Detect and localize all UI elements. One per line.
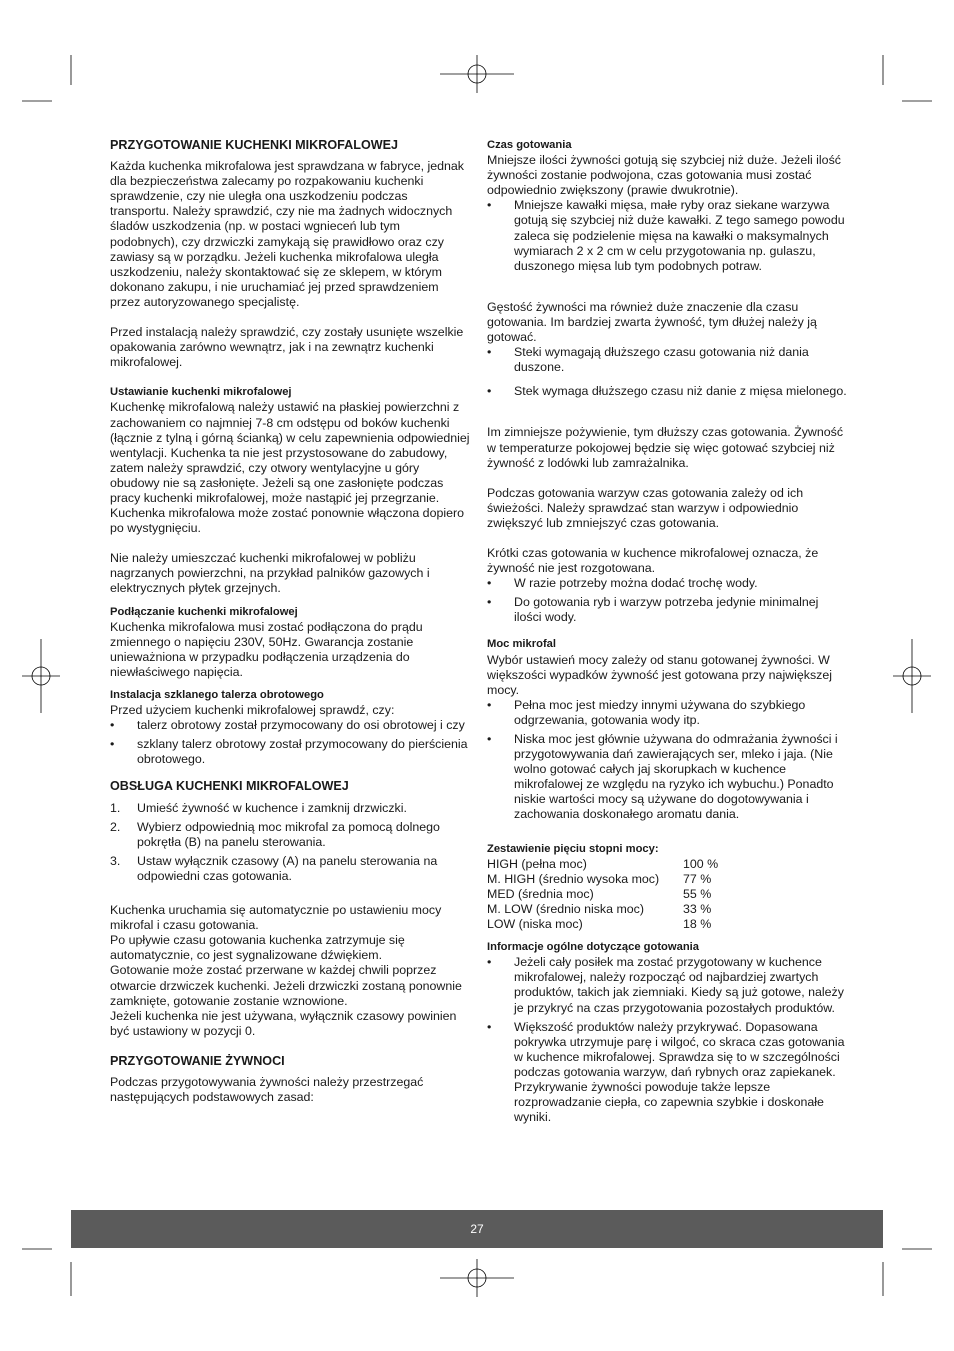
list-item-text: Do gotowania ryb i warzyw potrzeba jedynie minimalnej ilości wody. — [514, 595, 819, 625]
bullet-marker: • — [110, 718, 115, 733]
list-item — [110, 801, 470, 816]
subheading-connection: Podłączanie kuchenki mikrofalowej — [110, 605, 298, 618]
turntable-bullet-list — [110, 718, 470, 767]
connection-paragraph: Kuchenka mikrofalowa musi zostać podłączona do prądu zmiennego o napięciu 230V, 50Hz. Gwarancja zostanie unieważniona w przypadku podłączenia urządzenia do niewłaściwego napięcia. — [110, 619, 423, 679]
list-item-text: Stek wymaga dłuższego czasu niż danie z mięsa mielonego. — [514, 384, 847, 399]
step-number: 1. — [110, 800, 121, 815]
list-item-text: Umieść żywność w kuchence i zamknij drzwiczki. — [137, 800, 407, 815]
power-level-value: 77 % — [683, 871, 712, 886]
table-row — [487, 872, 718, 887]
power-level-value: 100 % — [683, 856, 719, 871]
list-item-text: Mniejsze kawałki mięsa, małe ryby oraz siekane warzywa gotują się szybciej niż duże kawałki. Z tego samego powodu zaleca się podzielenie mięsa na kawałki o maksymalnych wymiarach 2 x 2 cm w celu przygotowania np. gulaszu, duszonego mięsa lub tym podobnych potraw. — [514, 198, 845, 273]
power-bullet-list — [487, 698, 847, 823]
preparation-paragraph-1: Każda kuchenka mikrofalowa jest sprawdzana w fabryce, jednak dla bezpieczeństwa zalecamy po rozpakowaniu kuchenki sprawdzenie, czy nie uległa ona uszkodzeniu podczas transportu. Należy sprawdzić, czy nie ma żadnych widocznych śladów uszkodzenia (np. w postaci wgnieceń lub tym podobnych), czy drzwiczki zamykają się prawidłowo oraz czy zawiasy są w porządku. Jeżeli kuchenka mikrofalowa uległa uszkodzeniu, należy skontaktować się ze sklepem, w którym dokonano zakupu, i nie uruchamiać jej przed sprawdzeniem przez autoryzowanego specjalistę. — [110, 159, 465, 309]
bullet-marker: • — [487, 198, 492, 213]
right-column — [487, 138, 847, 1129]
turntable-intro: Przed użyciem kuchenki mikrofalowej sprawdź, czy: — [110, 703, 395, 718]
general-bullet-list — [487, 955, 847, 1125]
list-item-text: Steki wymagają dłuższego czasu gotowania niż dania duszone. — [514, 345, 809, 375]
subheading-turntable: Instalacja szklanego talerza obrotowego — [110, 689, 324, 701]
footer-bar — [71, 1210, 883, 1248]
table-row — [487, 887, 718, 902]
page-number: 27 — [470, 1222, 484, 1236]
bullet-marker: • — [487, 595, 492, 610]
placement-paragraph-2: Nie należy umieszczać kuchenki mikrofalowej w pobliżu nagrzanych powierzchni, na przykład palników gazowych i elektrycznych płytek grzejnych. — [110, 551, 430, 596]
bullet-marker: • — [487, 697, 492, 712]
density-paragraph: Gęstość żywności ma również duże znaczenie dla czasu gotowania. Im bardziej zwarta żywność, tym dłużej należy ją gotować. — [487, 299, 817, 345]
list-item-text: Niska moc jest głównie używana do odmrażania żywności i przygotowywania dań zawierających ser, mleko i jaja. (Nie wolno gotować całych jaj skorupkach w kuchence mikrofalowej ze względu na ryzyko ich wybuchu.) Ponadto niskie wartości mocy są używane do dogotowywania i zachowania doskonałego aromatu dania. — [514, 732, 838, 822]
list-item — [487, 732, 847, 823]
list-item-text: Większość produktów należy przykrywać. Dopasowana pokrywka utrzymuje parę i wilgoć, co skraca czas gotowania w kuchence mikrofalowej. Sprawdza się to w szczególności podczas gotowania warzyw, dań rybnych oraz zapiekanek. Przykrywanie żywności powoduje także lepsze rozprowadzanie ciepła, co zapewnia szybkie i doskonałe wyniki. — [514, 1019, 845, 1125]
list-item — [487, 1020, 847, 1126]
power-levels-table — [487, 857, 718, 932]
list-item — [110, 718, 470, 733]
section-title-operation: OBSŁUGA KUCHENKI MIKROFALOWEJ — [110, 779, 349, 794]
cooking-time-bullet-list — [487, 198, 847, 273]
preparation-paragraph-2: Przed instalacją należy sprawdzić, czy zostały usunięte wszelkie opakowania zarówno wewnątrz, jak i na zewnątrz kuchenki mikrofalowej. — [110, 325, 464, 370]
power-level-label: LOW (niska moc) — [487, 917, 583, 932]
section-title-food-preparation: PRZYGOTOWANIE ŻYWNOCI — [110, 1053, 285, 1068]
bullet-marker: • — [487, 1019, 492, 1034]
list-item — [110, 820, 470, 850]
bullet-marker: • — [487, 576, 492, 591]
list-item — [487, 345, 847, 375]
operation-paragraph-4: Jeżeli kuchenka nie jest używana, wyłącznik czasowy powinien być ustawiony w pozycji 0. — [110, 1008, 457, 1038]
power-level-value: 55 % — [683, 886, 712, 901]
power-level-label: M. LOW (średnio niska moc) — [487, 901, 644, 916]
bullet-marker: • — [487, 345, 492, 360]
step-number: 3. — [110, 853, 121, 868]
subheading-general-info: Informacje ogólne dotyczące gotowania — [487, 941, 699, 954]
power-level-value: 18 % — [683, 917, 712, 932]
list-item-text: W razie potrzeby można dodać trochę wody. — [514, 576, 758, 591]
list-item — [487, 384, 847, 399]
subheading-cooking-time: Czas gotowania — [487, 139, 572, 151]
section-title-preparation: PRZYGOTOWANIE KUCHENKI MIKROFALOWEJ — [110, 138, 399, 152]
step-number: 2. — [110, 819, 121, 834]
operation-paragraph-2: Po upływie czasu gotowania kuchenka zatrzymuje się automatycznie, co jest sygnalizowane dźwiękiem. — [110, 933, 405, 963]
list-item-text: talerz obrotowy został przymocowany do osi obrotowej i czy — [137, 718, 465, 733]
vegetables-paragraph: Podczas gotowania warzyw czas gotowania zależy od ich świeżości. Należy sprawdzać stan warzyw i odpowiednio zwiększyć lub zmniejszyć czas gotowania. — [487, 485, 804, 530]
list-item — [110, 737, 470, 767]
list-item-text: Pełna moc jest miedzy innymi używana do szybkiego odgrzewania, gotowania wody itp. — [514, 697, 806, 727]
subheading-placement: Ustawianie kuchenki mikrofalowej — [110, 386, 292, 399]
bullet-marker: • — [110, 737, 115, 752]
list-item — [487, 595, 847, 625]
power-level-value: 33 % — [683, 901, 712, 916]
list-item-text: szklany talerz obrotowy został przymocowany do pierścienia obrotowego. — [137, 737, 468, 767]
list-item — [487, 576, 847, 591]
cooking-time-paragraph: Mniejsze ilości żywności gotują się szybciej niż duże. Jeżeli ilość żywności zostanie podwojona, czas gotowania musi zostać odpowiednio zwiększony (prawie dwukrotnie). — [487, 153, 841, 198]
operation-steps-list — [110, 801, 470, 884]
operation-paragraph-1: Kuchenka uruchamia się automatycznie po ustawieniu mocy mikrofal i czasu gotowania. — [110, 903, 442, 933]
table-row — [487, 857, 718, 872]
list-item-text: Ustaw wyłącznik czasowy (A) na panelu sterowania na odpowiedni czas gotowania. — [137, 853, 438, 883]
list-item — [487, 698, 847, 728]
bullet-marker: • — [487, 384, 492, 399]
water-bullet-list — [487, 576, 847, 625]
subheading-microwave-power: Moc mikrofal — [487, 638, 557, 651]
short-time-paragraph: Krótki czas gotowania w kuchence mikrofalowej oznacza, że żywność nie jest rozgotowana. — [487, 545, 819, 576]
food-preparation-paragraph: Podczas przygotowywania żywności należy przestrzegać następujących podstawowych zasad: — [110, 1074, 424, 1105]
density-bullet-list — [487, 345, 847, 399]
list-item — [110, 854, 470, 884]
list-item — [487, 955, 847, 1015]
table-row — [487, 917, 718, 932]
power-level-label: HIGH (pełna moc) — [487, 856, 587, 871]
table-row — [487, 902, 718, 917]
power-level-label: MED (średnia moc) — [487, 886, 594, 901]
left-column — [110, 138, 470, 1105]
bullet-marker: • — [487, 732, 492, 746]
microwave-power-paragraph: Wybór ustawień mocy zależy od stanu gotowanej żywności. W większości wypadków żywność jest gotowana przy największej mocy. — [487, 652, 833, 697]
placement-paragraph-1: Kuchenkę mikrofalową należy ustawić na płaskiej powierzchni z zachowaniem co najmniej 7-8 cm odstępu od boków kuchenki (łącznie z tylną i górną ścianką) w celu zapewnienia odpowiedniej wentylacji. Kuchenka ta nie jest przystosowane do zabudowy, zatem należy sprawdzić, czy otwory wentylacyjne u góry obudowy nie są zasłonięte. Jeżeli są one zasłonięte podczas pracy kuchenki mikrofalowej, może nastąpić jej przegrzanie. Kuchenka mikrofalowa może zostać ponownie włączona dopiero po wystygnięciu. — [110, 400, 470, 536]
list-item — [487, 198, 847, 273]
bullet-marker: • — [487, 955, 492, 970]
list-item-text: Wybierz odpowiednią moc mikrofal za pomocą dolnego pokrętła (B) na panelu sterowania. — [137, 819, 440, 849]
temperature-paragraph: Im zimniejsze pożywienie, tym dłuższy czas gotowania. Żywność w temperaturze pokojowej będzie się więc gotować szybciej niż żywność z lodówki lub zamrażalnika. — [487, 425, 844, 470]
operation-paragraph-3: Gotowanie może zostać przerwane w każdej chwili poprzez otwarcie drzwiczek kuchenki. Jeżeli drzwiczki zostaną ponownie zamknięte, gotowanie zostanie wznowione. — [110, 963, 462, 1008]
subheading-power-levels: Zestawienie pięciu stopni mocy: — [487, 842, 659, 855]
power-level-label: M. HIGH (średnio wysoka moc) — [487, 871, 660, 886]
list-item-text: Jeżeli cały posiłek ma zostać przygotowany w kuchence mikrofalowej, należy rozpocząć od najbardziej zwartych produktów, takich jak ziemniaki. Kiedy są już gotowe, należy je przykryć na czas przygotowania pozostałych produktów. — [514, 955, 844, 1015]
